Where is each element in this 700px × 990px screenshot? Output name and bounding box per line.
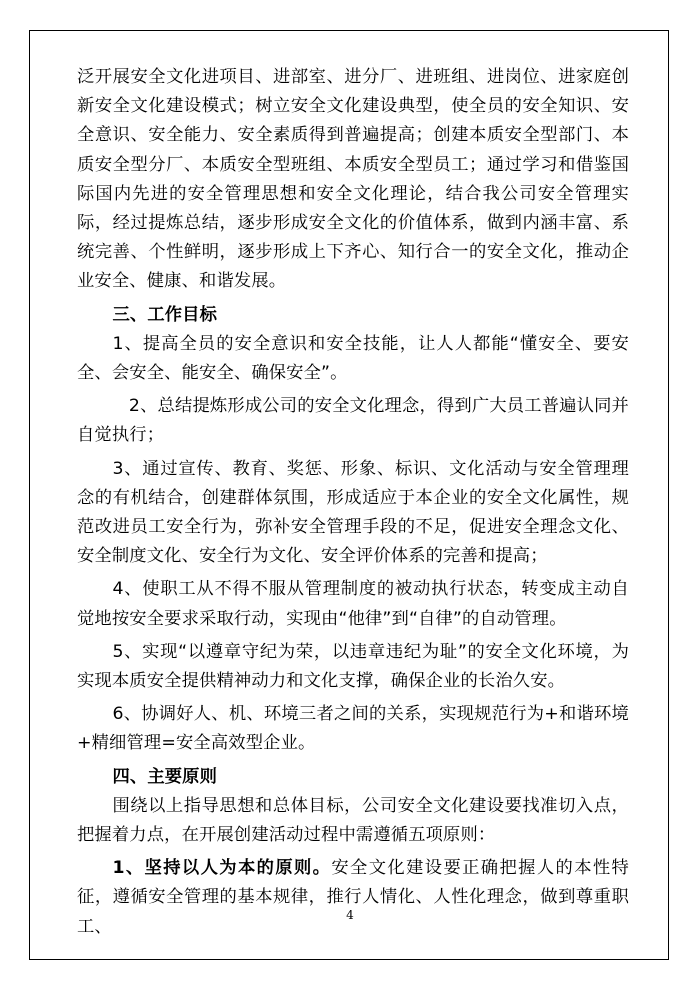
principles-intro: 围绕以上指导思想和总体目标，公司安全文化建设要找准切入点，把握着力点，在开展创建活动过程中需遵循五项原则：	[77, 795, 629, 846]
goal-item-2: 2、总结提炼形成公司的安全文化理念，得到广大员工普遍认同并自觉执行；	[77, 396, 629, 446]
section-heading-main-principles: 四、主要原则	[112, 766, 218, 787]
goal-item-5: 5、实现“以遵章守纪为荣，以违章违纪为耻”的安全文化环境，为实现本质安全提供精神动力和文化支撑，确保企业的长治久安。	[77, 641, 629, 692]
section-heading-work-goals: 三、工作目标	[112, 304, 218, 325]
goal-item-1: 1、提高全员的安全意识和安全技能，让人人都能“懂安全、要安全、会安全、能安全、确保安全”。	[77, 333, 629, 384]
document-body	[77, 63, 629, 942]
goal-item-3: 3、通过宣传、教育、奖惩、形象、标识、文化活动与安全管理理念的有机结合，创建群体氛围，形成适应于本企业的安全文化属性，规范改进员工安全行为，弥补安全管理手段的不足，促进安全理念文化、安全制度文化、安全行为文化、安全评价体系的完善和提高；	[77, 458, 629, 567]
principle-item-1-title: 1、坚持以人为本的原则。	[112, 858, 332, 879]
intro-paragraph: 泛开展安全文化进项目、进部室、进分厂、进班组、进岗位、进家庭创新安全文化建设模式；树立安全文化建设典型，使全员的安全知识、安全意识、安全能力、安全素质得到普遍提高；创建本质安全型部门、本质安全型分厂、本质安全型班组、本质安全型员工；通过学习和借鉴国际国内先进的安全管理思想和安全文化理论，结合我公司安全管理实际，经过提炼总结，逐步形成安全文化的价值体系，做到内涵丰富、系统完善、个性鲜明，逐步形成上下齐心、知行合一的安全文化，推动企业安全、健康、和谐发展。	[77, 67, 629, 292]
principle-item-1-text: 安全文化建设要正确把握人的本性特征，遵循安全管理的基本规律，推行人情化、人性化理念，做到尊重职工、	[77, 858, 629, 937]
goal-item-6: 6、协调好人、机、环境三者之间的关系，实现规范行为+和谐环境+精细管理=安全高效型企业。	[77, 704, 629, 754]
goal-item-4: 4、使职工从不得不服从管理制度的被动执行状态，转变成主动自觉地按安全要求采取行动，实现由“他律”到“自律”的自动管理。	[77, 579, 629, 629]
principle-item-1	[77, 854, 629, 942]
page-number: 4	[346, 908, 354, 922]
